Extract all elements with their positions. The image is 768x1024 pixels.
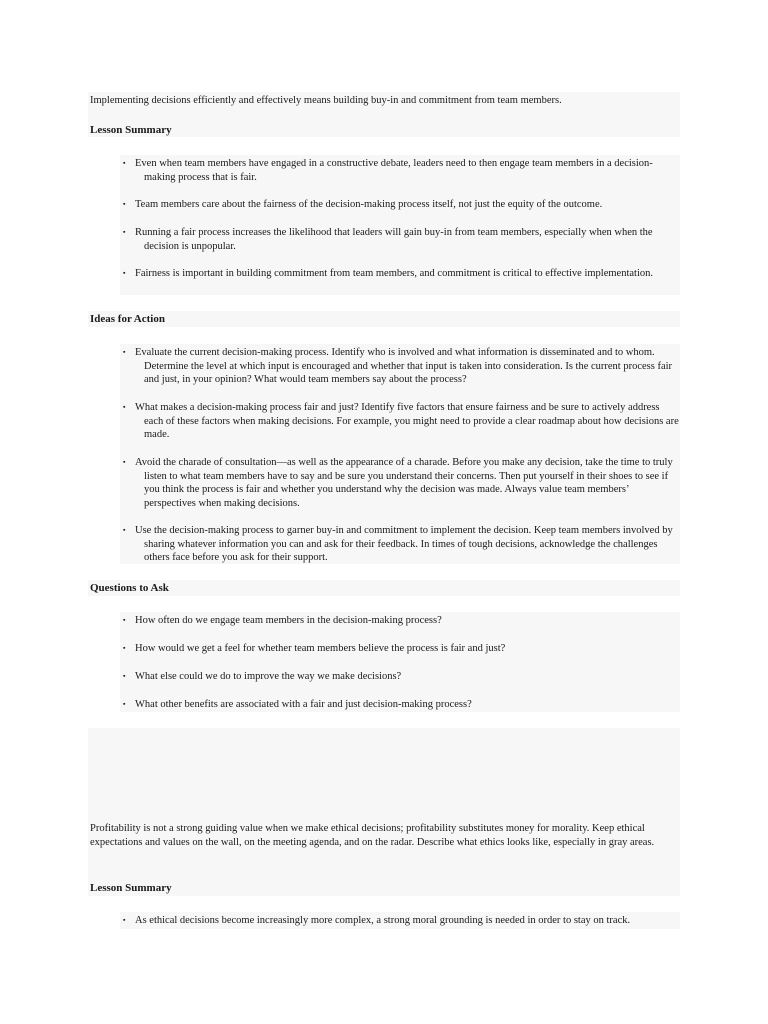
bullet-icon: ▪ [123, 644, 126, 652]
intro-paragraph: Implementing decisions efficiently and effectively means building buy-in and commitment from team members. [90, 95, 562, 106]
bullet-icon: ▪ [123, 700, 126, 708]
bullet-icon: ▪ [123, 200, 126, 208]
list-item: ▪ Fairness is important in building commitment from team members, and commitment is critical to effective implementation. [123, 268, 653, 279]
section2-intro-paragraph: Profitability is not a strong guiding value when we make ethical decisions; profitability substitutes money for morality. Keep ethical expectations and values on the wall, on the meeting agenda, and on the radar. Describe what ethics looks like, especially in gray areas. [90, 823, 655, 848]
list-item: ▪ As ethical decisions become increasingly more complex, a strong moral grounding is needed in order to stay on track. [123, 915, 631, 926]
bullet-icon: ▪ [123, 269, 126, 277]
list-item: ▪ What else could we do to improve the way we make decisions? [123, 671, 402, 682]
list-item: ▪ Evaluate the current decision-making process. Identify who is involved and what information is disseminated and to whom. Determine the level at which input is encouraged and whether that input is taken into consideration. Is the current process fair and just, in your opinion? What would team members say about the process? [123, 347, 673, 385]
section2-lesson-summary-list [120, 912, 680, 929]
list-item: ▪ How often do we engage team members in the decision-making process? [123, 615, 442, 626]
bullet-icon: ▪ [123, 672, 126, 680]
bullet-icon: ▪ [123, 348, 126, 356]
bullet-icon: ▪ [123, 403, 126, 411]
list-item: ▪ Use the decision-making process to garner buy-in and commitment to implement the decision. Keep team members involved by sharing whatever information you can and ask for their feedback. In times of tough decisions, acknowledge the challenges others face before you ask for their support. [123, 525, 673, 563]
bullet-icon: ▪ [123, 616, 126, 624]
ideas-for-action-list [120, 344, 680, 564]
lesson-summary-heading: Lesson Summary [90, 124, 172, 136]
questions-to-ask-list [120, 612, 680, 712]
list-item: ▪ Even when team members have engaged in a constructive debate, leaders need to then engage team members in a decision-making process that is fair. [123, 158, 653, 183]
questions-to-ask-heading: Questions to Ask [90, 582, 169, 594]
ideas-for-action-heading: Ideas for Action [90, 313, 165, 325]
list-item: ▪ Avoid the charade of consultation—as well as the appearance of a charade. Before you make any decision, take the time to truly listen to what team members have to say and be sure you understand their concerns. Then put yourself in their shoes to see if you think the process is fair and whether you understand why the decision was made. Always value team members’ perspectives when making decisions. [123, 457, 673, 509]
bullet-icon: ▪ [123, 228, 126, 236]
bullet-icon: ▪ [123, 458, 126, 466]
section2-block [88, 728, 680, 896]
list-item: ▪ What other benefits are associated with a fair and just decision-making process? [123, 699, 472, 710]
bullet-icon: ▪ [123, 526, 126, 534]
intro-block [88, 92, 680, 137]
ideas-heading-block [88, 311, 680, 327]
bullet-icon: ▪ [123, 916, 126, 924]
section2-lesson-summary-heading: Lesson Summary [90, 882, 172, 894]
questions-heading-block [88, 580, 680, 596]
list-item: ▪ Running a fair process increases the likelihood that leaders will gain buy-in from team members, especially when when the decision is unpopular. [123, 227, 653, 252]
list-item: ▪ How would we get a feel for whether team members believe the process is fair and just? [123, 643, 506, 654]
list-item: ▪ Team members care about the fairness of the decision-making process itself, not just the equity of the outcome. [123, 199, 603, 210]
bullet-icon: ▪ [123, 159, 126, 167]
lesson-summary-list [120, 155, 680, 295]
list-item: ▪ What makes a decision-making process fair and just? Identify five factors that ensure fairness and be sure to actively address each of these factors when making decisions. For example, you might need to provide a clear roadmap about how decisions are made. [123, 402, 679, 440]
